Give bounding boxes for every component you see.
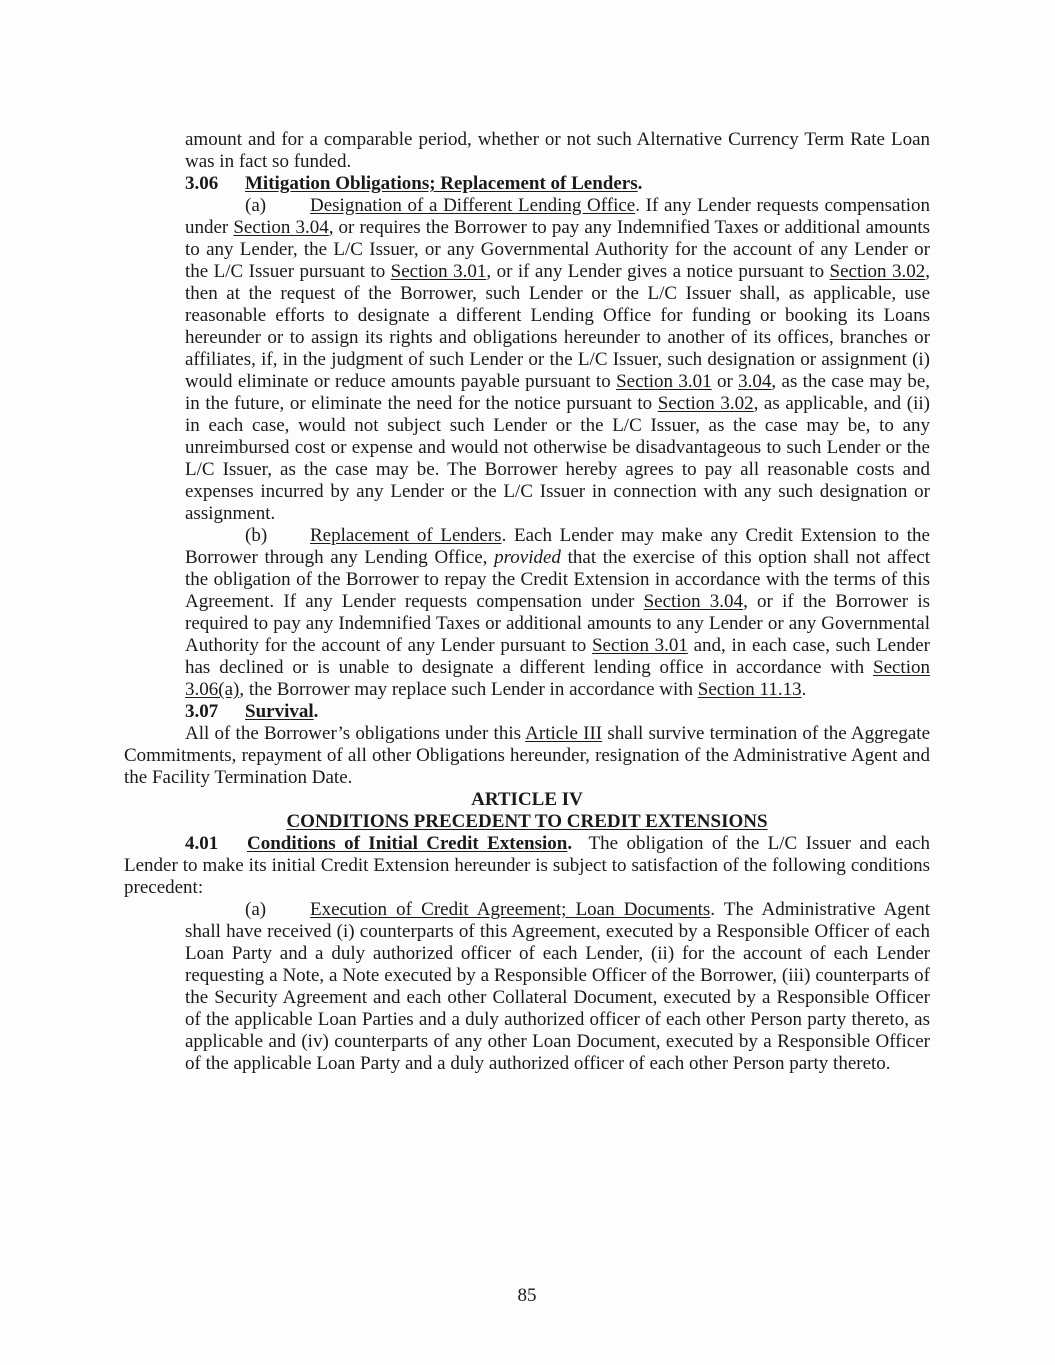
text-run: , or if any Lender gives a notice pursuant to xyxy=(486,261,830,282)
heading-text: ARTICLE IV xyxy=(471,789,583,810)
section-reference: Section 3.06(a) xyxy=(185,657,930,700)
list-marker: (a) xyxy=(245,195,267,216)
section-reference: Section 3.01 xyxy=(390,261,487,282)
heading-3-07 xyxy=(185,701,930,723)
heading-period: . xyxy=(637,173,643,194)
text-run: . If any Lender requests compensation under xyxy=(185,195,930,238)
heading-text: CONDITIONS PRECEDENT TO CREDIT EXTENSIONS xyxy=(286,811,768,832)
text-run: that the exercise of this option shall not affect the obligation of the Borrower to repay the Credit Extension in accordance with the terms of this Agreement. If any Lender requests compensation under xyxy=(185,547,931,612)
section-reference: Section 3.02 xyxy=(829,261,926,282)
list-marker: (a) xyxy=(245,899,267,920)
section-title: Conditions of Initial Credit Extension xyxy=(247,833,568,854)
para-4-01 xyxy=(124,833,930,899)
text-run: , the Borrower may replace such Lender in accordance with xyxy=(239,679,698,700)
emphasized-term: provided xyxy=(494,547,561,568)
text-run: . The Administrative Agent shall have received (i) counterparts of this Agreement, executed by a Responsible Officer of each Loan Party and a duly authorized officer of each Lender, (ii) for the account of each Lender requesting a Note, a Note executed by a Responsible Officer of the Borrower, (iii) counterparts of the Security Agreement and each other Collateral Document, executed by a Responsible Officer of the applicable Loan Parties and a duly authorized officer of each other Person party thereto, as applicable and (iv) counterparts of any other Loan Document, executed by a Responsible Officer of the applicable Loan Party and a duly authorized officer of each other Person party thereto. xyxy=(185,899,930,1074)
para-continuation xyxy=(185,129,930,173)
text-run: The obligation of the L/C Issuer and each Lender to make its initial Credit Extension hereunder is subject to satisfaction of the following conditions precedent: xyxy=(124,833,930,898)
text-run: , or if the Borrower is required to pay any Indemnified Taxes or additional amounts to any Lender or any Governmental Authority for the account of any Lender pursuant to xyxy=(185,591,931,656)
clause-title: Execution of Credit Agreement; Loan Documents xyxy=(310,899,711,920)
heading-article-iv-title xyxy=(124,811,930,833)
section-reference: Section 3.04 xyxy=(643,591,744,612)
text-run: . Each Lender may make any Credit Extension to the Borrower through any Lending Office, xyxy=(185,525,930,568)
text-run: or xyxy=(711,371,739,392)
para-3-06-b xyxy=(185,525,930,701)
section-number: 4.01 xyxy=(185,833,219,854)
heading-period: . xyxy=(567,833,573,854)
text-run: , or requires the Borrower to pay any Indemnified Taxes or additional amounts to any Lender, the L/C Issuer, or any Governmental Authority for the account of any Lender or the L/C Issuer pursuant to xyxy=(185,217,930,282)
section-reference: 3.04 xyxy=(738,371,772,392)
para-3-07-body xyxy=(124,723,930,789)
section-reference: Section 3.04 xyxy=(233,217,329,238)
text-run: and, in each case, such Lender has declined or is unable to designate a different lending office in accordance with xyxy=(185,635,930,678)
section-reference: Section 3.01 xyxy=(591,635,688,656)
text-run: All of the Borrower’s obligations under this xyxy=(185,723,526,744)
section-title: Mitigation Obligations; Replacement of Lenders xyxy=(245,173,638,194)
section-number: 3.06 xyxy=(185,173,219,194)
page-number: 85 xyxy=(517,1285,537,1306)
text-run: amount and for a comparable period, whether or not such Alternative Currency Term Rate Loan was in fact so funded. xyxy=(185,129,930,172)
list-marker: (b) xyxy=(245,525,268,546)
section-number: 3.07 xyxy=(185,701,219,722)
text-run: , as the case may be, in the future, or eliminate the need for the notice pursuant to xyxy=(185,371,931,414)
clause-title: Designation of a Different Lending Office xyxy=(310,195,636,216)
heading-3-06 xyxy=(185,173,930,195)
section-reference: Section 3.01 xyxy=(616,371,712,392)
heading-period: . xyxy=(313,701,319,722)
para-4-01-a xyxy=(185,899,930,1075)
section-reference: Section 11.13 xyxy=(697,679,802,700)
article-reference: Article III xyxy=(525,723,603,744)
text-run: , then at the request of the Borrower, such Lender or the L/C Issuer shall, as applicable, use reasonable efforts to designate a different Lending Office for funding or booking its Loans hereunder or to assign its rights and obligations hereunder to another of its offices, branches or affiliates, if, in the judgment of such Lender or the L/C Issuer, such designation or assignment (i) would eliminate or reduce amounts payable pursuant to xyxy=(185,261,930,392)
text-run: shall survive termination of the Aggregate Commitments, repayment of all other Obligations hereunder, resignation of the Administrative Agent and the Facility Termination Date. xyxy=(124,723,930,788)
section-title: Survival xyxy=(245,701,314,722)
text-run: , as applicable, and (ii) in each case, would not subject such Lender or the L/C Issuer, as the case may be, to any unreimbursed cost or expense and would not otherwise be disadvantageous to such Lender or the L/C Issuer, as the case may be. The Borrower hereby agrees to pay all reasonable costs and expenses incurred by any Lender or the L/C Issuer in connection with any such designation or assignment. xyxy=(185,393,930,524)
heading-article-iv xyxy=(124,789,930,811)
para-3-06-a xyxy=(185,195,930,525)
clause-title: Replacement of Lenders xyxy=(310,525,502,546)
section-reference: Section 3.02 xyxy=(657,393,754,414)
document-content xyxy=(124,129,930,1075)
page-footer xyxy=(124,1285,930,1307)
text-run: . xyxy=(801,679,807,700)
